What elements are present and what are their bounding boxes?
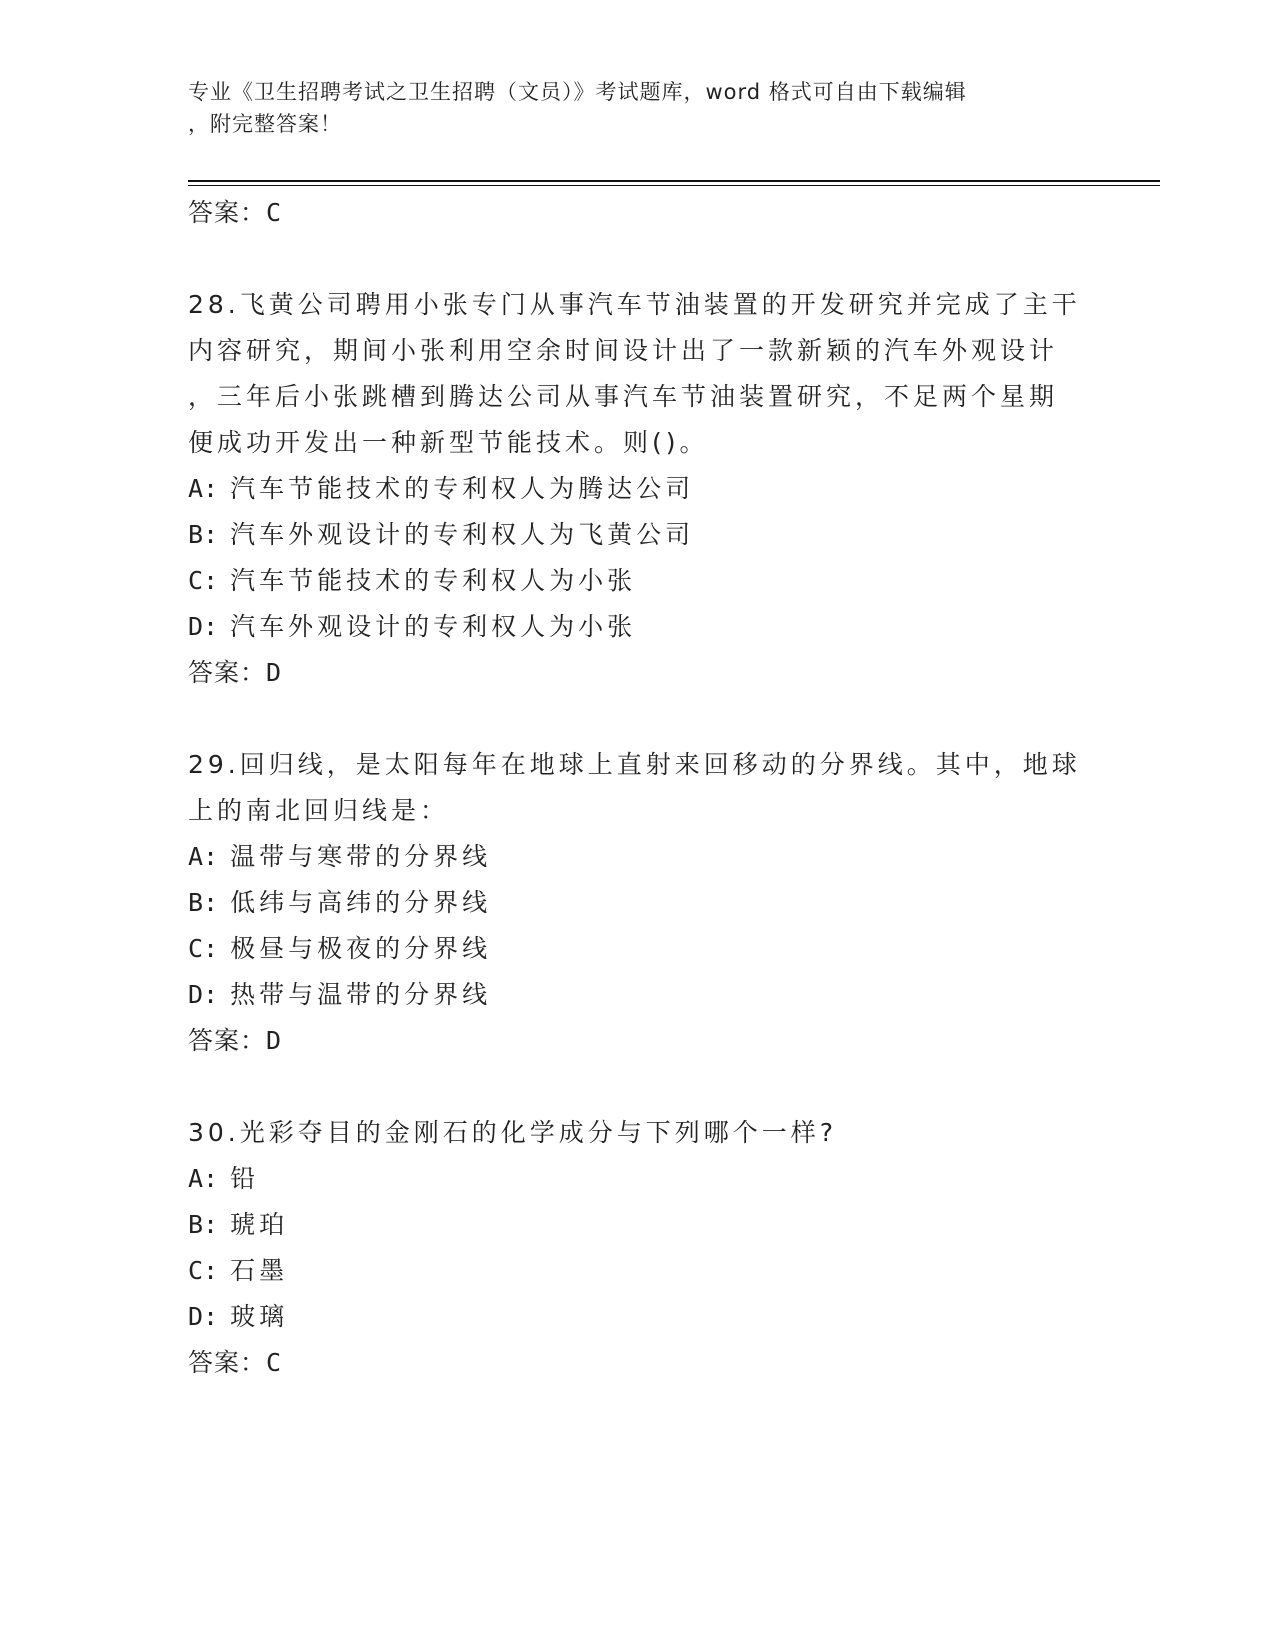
option-b — [188, 512, 1088, 558]
question-30 — [188, 1110, 1088, 1386]
answer-label: 答案： — [188, 1348, 267, 1377]
option-letter: C: — [188, 1256, 219, 1285]
answer-value: D — [266, 658, 283, 687]
option-text: 汽车外观设计的专利权人为飞黄公司 — [230, 520, 695, 549]
header-line-2: ，附完整答案！ — [188, 112, 342, 136]
question-stem-line: 29.回归线，是太阳每年在地球上直射来回移动的分界线。其中，地球 — [188, 750, 1081, 779]
page-header — [188, 76, 1078, 140]
option-text: 低纬与高纬的分界线 — [230, 888, 492, 917]
question-stem-line: 内容研究，期间小张利用空余时间设计出了一款新颖的汽车外观设计 — [188, 336, 1059, 365]
option-a — [188, 834, 1088, 880]
option-letter: A: — [188, 842, 219, 871]
answer-label: 答案： — [188, 658, 267, 687]
header-line-1: 专业《卫生招聘考试之卫生招聘（文员）》考试题库，word 格式可自由下载编辑 — [188, 80, 967, 104]
option-c — [188, 926, 1088, 972]
answer-label: 答案： — [188, 198, 267, 227]
question-29 — [188, 742, 1088, 1064]
question-stem-line: 上的南北回归线是： — [188, 796, 450, 825]
option-d — [188, 1294, 1088, 1340]
option-letter: B: — [188, 1210, 219, 1239]
option-d — [188, 972, 1088, 1018]
question-stem-line: ，三年后小张跳槽到腾达公司从事汽车节油装置研究，不足两个星期 — [188, 382, 1059, 411]
spacer — [188, 236, 1088, 282]
option-a — [188, 1156, 1088, 1202]
spacer — [188, 696, 1088, 742]
option-letter: B: — [188, 888, 219, 917]
answer-value: D — [266, 1026, 283, 1055]
option-text: 汽车节能技术的专利权人为腾达公司 — [230, 474, 695, 503]
option-text: 汽车节能技术的专利权人为小张 — [230, 566, 637, 595]
option-letter: A: — [188, 1164, 219, 1193]
option-b — [188, 1202, 1088, 1248]
option-text: 铅 — [230, 1164, 260, 1193]
option-text: 汽车外观设计的专利权人为小张 — [230, 612, 637, 641]
option-text: 温带与寒带的分界线 — [230, 842, 492, 871]
option-d — [188, 604, 1088, 650]
option-letter: D: — [188, 980, 219, 1009]
option-text: 热带与温带的分界线 — [230, 980, 492, 1009]
option-letter: D: — [188, 1302, 219, 1331]
option-a — [188, 466, 1088, 512]
answer-value: C — [266, 198, 283, 227]
spacer — [188, 1064, 1088, 1110]
option-letter: B: — [188, 520, 219, 549]
option-c — [188, 1248, 1088, 1294]
option-text: 石墨 — [230, 1256, 289, 1285]
option-letter: A: — [188, 474, 219, 503]
option-b — [188, 880, 1088, 926]
answer-value: C — [266, 1348, 283, 1377]
option-c — [188, 558, 1088, 604]
question-stem-line: 便成功开发出一种新型节能技术。则()。 — [188, 428, 709, 457]
header-rule — [188, 180, 1160, 186]
question-stem-line: 28.飞黄公司聘用小张专门从事汽车节油装置的开发研究并完成了主干 — [188, 290, 1081, 319]
option-text: 琥珀 — [230, 1210, 289, 1239]
option-letter: C: — [188, 934, 219, 963]
question-stem-line: 30.光彩夺目的金刚石的化学成分与下列哪个一样? — [188, 1118, 838, 1147]
question-answer — [188, 650, 1088, 696]
answer-label: 答案： — [188, 1026, 267, 1055]
option-text: 极昼与极夜的分界线 — [230, 934, 492, 963]
option-letter: D: — [188, 612, 219, 641]
question-answer — [188, 1340, 1088, 1386]
question-answer — [188, 1018, 1088, 1064]
option-text: 玻璃 — [230, 1302, 289, 1331]
option-letter: C: — [188, 566, 219, 595]
top-answer — [188, 190, 1088, 236]
question-28 — [188, 282, 1088, 696]
question-content — [188, 190, 1088, 1386]
